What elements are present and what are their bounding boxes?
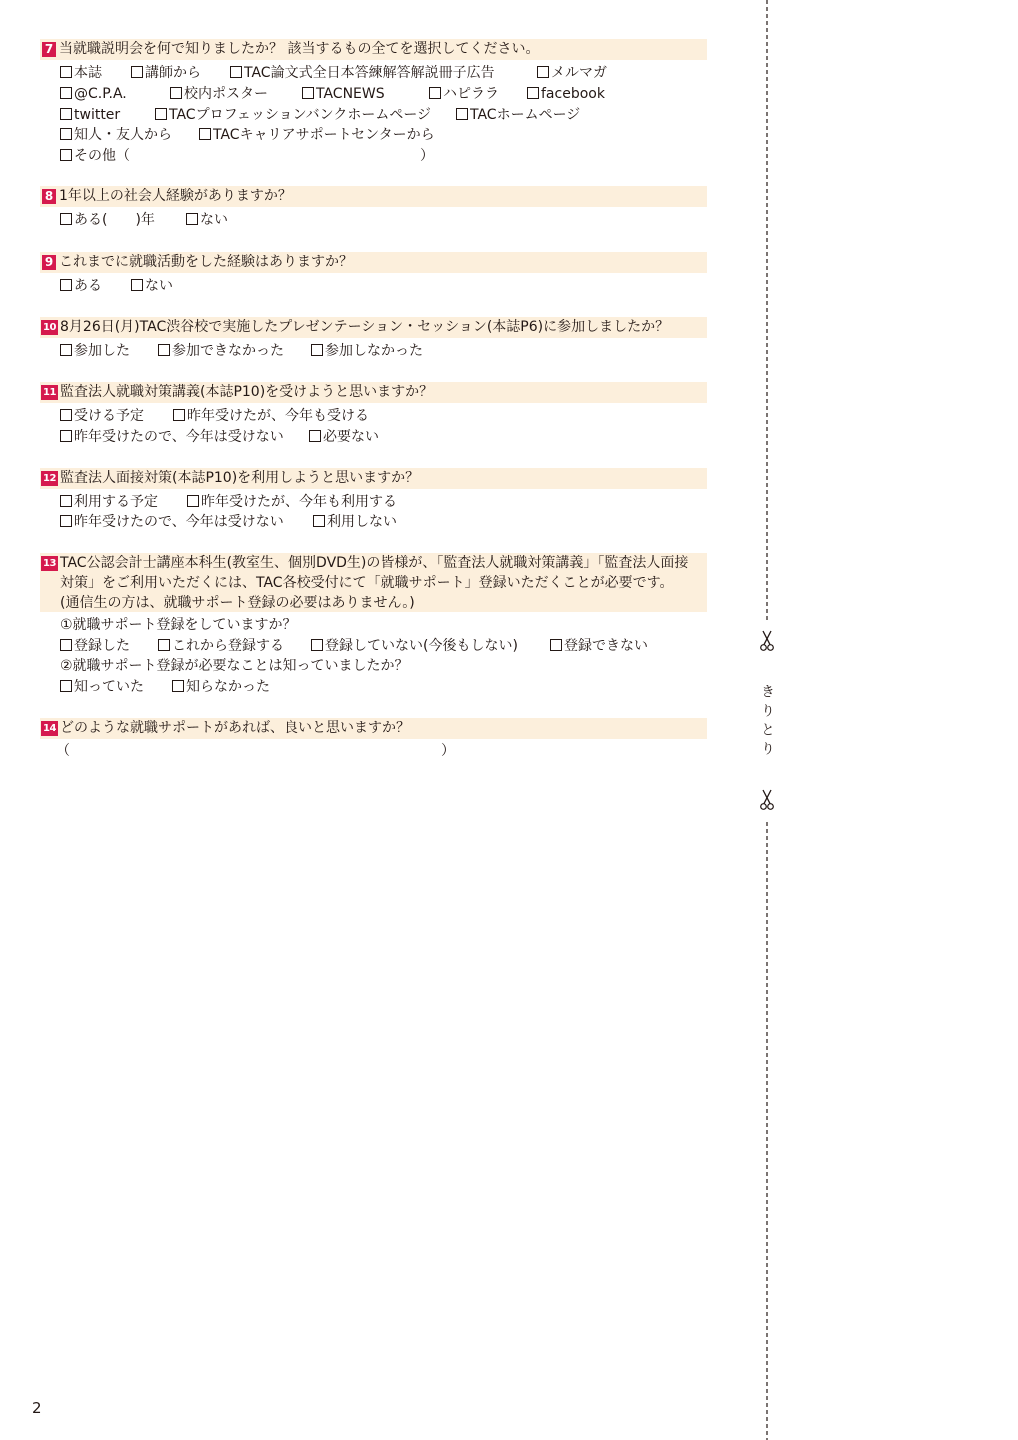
option: [313, 512, 397, 532]
option-label: TACプロフェッションバンクホームページ: [169, 107, 432, 123]
page-number: 2: [32, 1399, 42, 1417]
checkbox-icon: [199, 128, 211, 140]
option-label: 知らなかった: [186, 679, 270, 695]
checkbox-icon: [60, 213, 72, 225]
checkbox-icon: [311, 344, 323, 356]
cut-label: きりとり: [759, 684, 775, 760]
checkbox-icon: [60, 66, 72, 78]
option: [60, 341, 130, 361]
question-12-header: [40, 468, 707, 489]
option: [187, 492, 397, 512]
option-other: [60, 146, 130, 166]
checkbox-icon: [309, 430, 321, 442]
option-label: TAC論文式全日本答練解答解説冊子広告: [244, 65, 495, 81]
checkbox-icon: [170, 87, 182, 99]
option: [158, 636, 284, 656]
option-label: メルマガ: [551, 65, 607, 81]
option-label: これから登録する: [172, 638, 284, 654]
option: [311, 341, 423, 361]
option: [60, 210, 155, 230]
checkbox-icon: [60, 108, 72, 120]
option-label: facebook: [541, 86, 605, 102]
option-label: 利用する予定: [74, 494, 158, 510]
checkbox-icon: [60, 639, 72, 651]
question-8-header: [40, 186, 707, 207]
option-label: 知人・友人から: [74, 127, 172, 143]
option-label: 必要ない: [323, 429, 379, 445]
checkbox-icon: [187, 495, 199, 507]
checkbox-icon: [60, 87, 72, 99]
option: [60, 406, 144, 426]
checkbox-icon: [172, 680, 184, 692]
option: [173, 406, 369, 426]
question-number-badge: 13: [41, 556, 58, 571]
question-14-header: [40, 718, 707, 739]
question-title-line-2: 対策」をご利用いただくには、TAC各校受付にて「就職サポート」登録いただくことが必要です。: [60, 575, 674, 591]
checkbox-icon: [456, 108, 468, 120]
checkbox-icon: [60, 149, 72, 161]
checkbox-icon: [313, 515, 325, 527]
checkbox-icon: [60, 495, 72, 507]
question-number-badge: 14: [41, 721, 58, 736]
option-label: 受ける予定: [74, 408, 144, 424]
question-7-header: [40, 39, 707, 60]
checkbox-icon: [186, 213, 198, 225]
option: [131, 276, 173, 296]
option: [186, 210, 228, 230]
option: [60, 636, 130, 656]
option-label: 校内ポスター: [184, 86, 268, 102]
option: [60, 276, 102, 296]
option-label: ある( )年: [74, 212, 155, 228]
checkbox-icon: [311, 639, 323, 651]
sub-question-2: ②就職サポート登録が必要なことは知っていましたか？: [60, 658, 409, 674]
checkbox-icon: [302, 87, 314, 99]
option: [230, 63, 495, 83]
checkbox-icon: [527, 87, 539, 99]
checkbox-icon: [60, 128, 72, 140]
question-title: 当就職説明会を何で知りましたか？ 該当するもの全てを選択してください。: [59, 41, 540, 57]
sub-question-1: ①就職サポート登録をしていますか？: [60, 617, 297, 633]
option-label: 昨年受けたので、今年は受けない: [74, 429, 284, 445]
checkbox-icon: [155, 108, 167, 120]
question-13-header: [40, 553, 707, 612]
question-title: 1年以上の社会人経験がありますか？: [59, 188, 292, 204]
checkbox-icon: [131, 66, 143, 78]
checkbox-icon: [429, 87, 441, 99]
option: [60, 427, 284, 447]
checkbox-icon: [537, 66, 549, 78]
scissors-icon: [759, 789, 775, 811]
option: [527, 84, 605, 104]
option: [155, 105, 431, 125]
option-label: 参加しなかった: [325, 343, 423, 359]
option-label: ハピララ: [443, 86, 499, 102]
question-number-badge: 12: [41, 471, 58, 486]
option-label: ない: [200, 212, 228, 228]
question-9-header: [40, 252, 707, 273]
question-title: これまでに就職活動をした経験はありますか？: [59, 254, 353, 270]
option: [60, 677, 144, 697]
option: [60, 84, 127, 104]
option: [550, 636, 648, 656]
option-label: 本誌: [74, 65, 102, 81]
checkbox-icon: [158, 344, 170, 356]
option-label: 昨年受けたが、今年も利用する: [201, 494, 397, 510]
question-number-badge: 10: [41, 320, 58, 335]
option: [199, 125, 435, 145]
question-title: 監査法人面接対策(本誌P10)を利用しようと思いますか？: [60, 470, 420, 486]
question-title: どのような就職サポートがあれば、良いと思いますか？: [60, 720, 410, 736]
option: [172, 677, 270, 697]
option-label: ない: [145, 278, 173, 294]
option-label: TACNEWS: [316, 86, 385, 102]
question-number-badge: 8: [42, 189, 56, 204]
checkbox-icon: [60, 515, 72, 527]
checkbox-icon: [60, 680, 72, 692]
option-label: TACキャリアサポートセンターから: [213, 127, 435, 143]
question-number-badge: 11: [41, 385, 58, 400]
question-title-line-3: (通信生の方は、就職サポート登録の必要はありません。): [60, 595, 415, 611]
option: [311, 636, 518, 656]
option: [537, 63, 607, 83]
other-close-paren: ）: [420, 148, 434, 164]
question-10-header: [40, 317, 707, 338]
option: [429, 84, 499, 104]
checkbox-icon: [158, 639, 170, 651]
question-title: 8月26日(月)TAC渋谷校で実施したプレゼンテーション・セッション(本誌P6)に参加しましたか？: [60, 319, 670, 335]
option-label: TACホームページ: [470, 107, 581, 123]
option: [60, 63, 102, 83]
option-label: 昨年受けたが、今年も受ける: [187, 408, 369, 424]
checkbox-icon: [60, 344, 72, 356]
option-label: 参加できなかった: [172, 343, 284, 359]
option: [60, 512, 284, 532]
option: [456, 105, 580, 125]
option: [302, 84, 385, 104]
option-label: 昨年受けたので、今年は受けない: [74, 514, 284, 530]
option-label: 講師から: [145, 65, 201, 81]
option-label: twitter: [74, 107, 121, 123]
question-number-badge: 9: [42, 255, 56, 270]
checkbox-icon: [60, 430, 72, 442]
answer-close-paren: ）: [441, 743, 455, 759]
option: [170, 84, 268, 104]
checkbox-icon: [60, 279, 72, 291]
option-label: 利用しない: [327, 514, 397, 530]
question-title: 監査法人就職対策講義(本誌P10)を受けようと思いますか？: [60, 384, 434, 400]
option: [131, 63, 201, 83]
scissors-icon: [759, 630, 775, 652]
question-11-header: [40, 382, 707, 403]
option-label: 参加した: [74, 343, 130, 359]
option-label: @C.P.A.: [74, 86, 127, 102]
option: [60, 125, 172, 145]
option-label: 登録できない: [564, 638, 648, 654]
answer-open-paren: （: [56, 743, 70, 759]
option-label: 登録していない(今後もしない): [325, 638, 518, 654]
question-title-line-1: TAC公認会計士講座本科生(教室生、個別DVD生)の皆様が、「監査法人就職対策講義」「監査法人面接: [60, 555, 689, 571]
option: [309, 427, 379, 447]
option: [60, 105, 120, 125]
option-label: 登録した: [74, 638, 130, 654]
question-number-badge: 7: [42, 42, 56, 57]
option-label: その他（: [74, 148, 130, 164]
option: [158, 341, 284, 361]
checkbox-icon: [60, 409, 72, 421]
checkbox-icon: [550, 639, 562, 651]
option: [60, 492, 158, 512]
checkbox-icon: [230, 66, 242, 78]
checkbox-icon: [173, 409, 185, 421]
option-label: 知っていた: [74, 679, 144, 695]
checkbox-icon: [131, 279, 143, 291]
option-label: ある: [74, 278, 102, 294]
